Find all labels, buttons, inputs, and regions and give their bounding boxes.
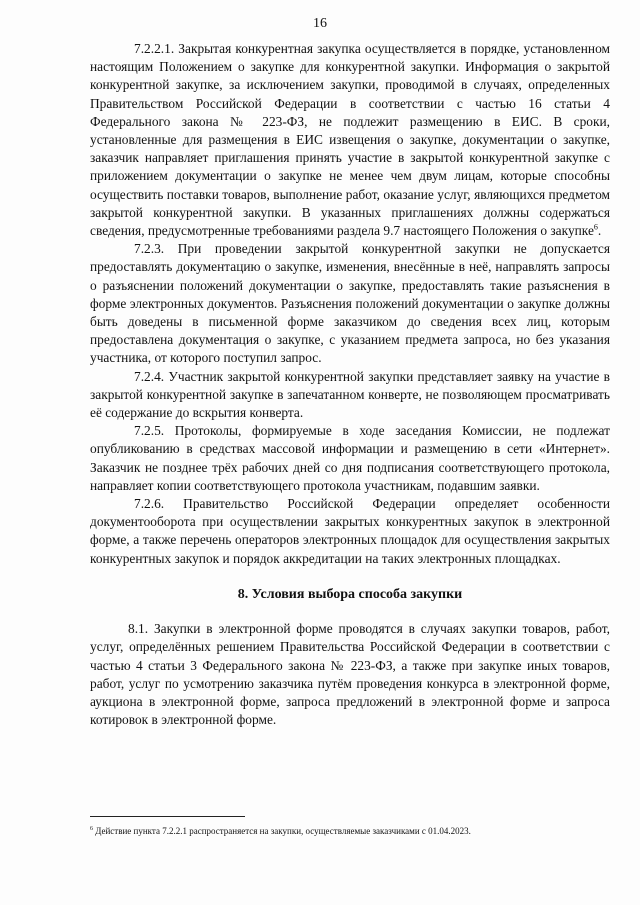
footnote-text: Действие пункта 7.2.2.1 распространяется на закупки, осуществляемые заказчиками с 01.04.2023.: [95, 826, 471, 836]
paragraph-8-1: 8.1. Закупки в электронной форме проводятся в случаях закупки товаров, работ, услуг, определённых решением Правительства Российской Федерации в соответствии с частью 4 статьи 3 Федерального закона № 223-ФЗ, а также при закупке иных товаров, работ, услуг по усмотрению заказчика путём проведения конкурса в электронной форме, аукциона в электронной форме, запроса предложений в электронной форме и запроса котировок в электронной форме.: [90, 621, 610, 728]
footnote-divider: [90, 816, 245, 817]
paragraph-text: 7.2.2.1. Закрытая конкурентная закупка осуществляется в порядке, установленном настоящим Положением о закупке для конкурентной закупки. Информация о закрытой конкурентной закупке, за исключением закупки, проводимой в случаях, определенных Правительством Российской Федерации в соответствии с частью 16 статьи 4 Федерального закона № 223-ФЗ, не подлежит размещению в ЕИС. В сроки, установленные для размещения в ЕИС извещения о закупке, документации о закупке, заказчик направляет приглашения принять участие в закрытой конкурентной закупке с приложением документации о закупке не менее чем двум лицам, которые способны осуществить поставки товаров, выполнение работ, оказание услуг, являющихся предметом закрытой конкурентной закупки. В указанных приглашениях должны содержаться сведения, предусмотренные требованиями раздела 9.7 настоящего Положения о закупке: [90, 41, 610, 239]
paragraph-7-2-2-1: [90, 40, 610, 240]
footnote-reference[interactable]: 6: [593, 222, 598, 232]
footnote-mark: 6: [90, 826, 93, 832]
paragraph-7-2-4: 7.2.4. Участник закрытой конкурентной закупки представляет заявку на участие в закрытой конкурентной закупке в запечатанном конверте, не позволяющем просматривать её содержание до вскрытия конверта.: [90, 368, 610, 421]
paragraph-7-2-3: 7.2.3. При проведении закрытой конкурентной закупки не допускается предоставлять документацию о закупке, изменения, внесённые в неё, направлять запросы о разъяснении положений документации о закупке, предоставлять такие разъяснения в форме электронных документов. Разъяснения положений документации о закупке должны быть доведены в письменной форме заказчиком до сведения всех лиц, которым предоставлена документация о закупке, с указанием предмета запроса, но без указания участника, от которого поступил запрос.: [90, 241, 610, 366]
section-heading: 8. Условия выбора способа закупки: [237, 586, 463, 602]
paragraph-7-2-6: 7.2.6. Правительство Российской Федерации определяет особенности документооборота при осуществлении закрытых конкурентных закупок в электронной форме, а также перечень операторов электронных площадок для осуществления закрытых конкурентных закупок и порядок аккредитации на таких электронных площадках.: [90, 496, 610, 566]
page-number: 16: [313, 16, 327, 31]
footnote: [90, 826, 610, 837]
paragraph-trailing: .: [597, 223, 602, 239]
paragraph-7-2-5: 7.2.5. Протоколы, формируемые в ходе заседания Комиссии, не подлежат опубликованию в средствах массовой информации и размещению в сети «Интернет». Заказчик не позднее трёх рабочих дней со дня подписания соответствующего протокола, направляет копии соответствующего протокола участникам, подавшим заявки.: [90, 423, 610, 493]
body-text: [90, 40, 610, 729]
